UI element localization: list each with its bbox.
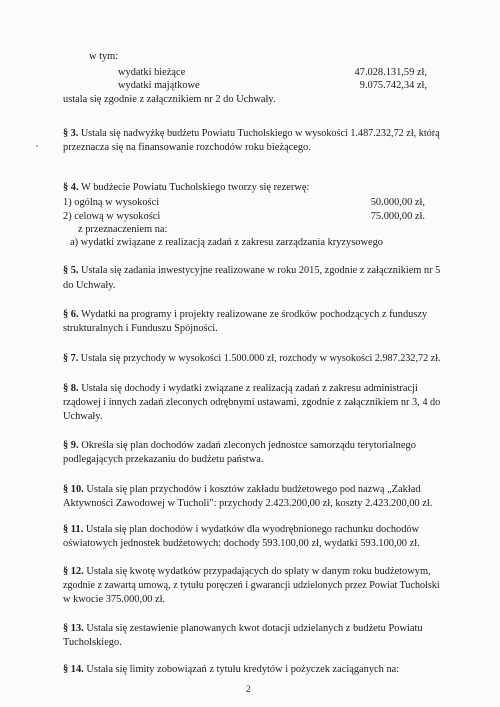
reserve-general-value: 50.000,00 zł, xyxy=(370,197,425,208)
row1-value: 47.028.131,59 zł, xyxy=(354,67,427,78)
reserve-targeted-label: 2) celową w wysokości xyxy=(63,211,161,222)
paragraph-5-number: § 5. xyxy=(63,265,79,276)
paragraph-12-line2: zgodnie z zawartą umową, z tytułu poręczeń i gwarancji udzielonych przez Powiat Tucholski xyxy=(63,580,440,591)
paragraph-3-number: § 3. xyxy=(63,128,79,139)
reserve-general-label: 1) ogólną w wysokości xyxy=(63,197,160,208)
paragraph-8-line2: rządowej i innych zadań zleconych odrębnymi ustawami, zgodnie z załącznikiem nr 3, 4 do xyxy=(63,397,441,408)
paragraph-13-number: § 13. xyxy=(63,623,84,634)
paragraph-11-number: § 11. xyxy=(63,524,84,535)
reserve-targeted-value: 75.000,00 zł. xyxy=(370,211,425,222)
paragraph-6-line2: strukturalnych i Funduszu Spójności. xyxy=(63,323,218,334)
row1-label: wydatki bieżące xyxy=(118,67,186,78)
paragraph-10-line1: § 10. Ustala się plan przychodów i kosztów zakładu budżetowego pod nazwą „Zakład xyxy=(63,484,421,495)
paragraph-4-number: § 4. xyxy=(63,182,79,193)
page-number: 2 xyxy=(246,685,251,695)
paragraph-7-line1: § 7. Ustala się przychody w wysokości 1.500.000 zł, rozchody w wysokości 2.987.232,72 zł. xyxy=(63,353,441,364)
paragraph-7-number: § 7. xyxy=(63,353,79,364)
paragraph-4-line1: § 4. W budżecie Powiatu Tucholskiego tworzy się rezerwę: xyxy=(63,182,310,193)
paragraph-10-number: § 10. xyxy=(63,484,84,495)
approval-line: ustala się zgodnie z załącznikiem nr 2 do Uchwały. xyxy=(63,94,276,105)
paragraph-9-number: § 9. xyxy=(63,440,79,451)
row2-value: 9.075.742,34 zł, xyxy=(359,80,427,91)
paragraph-6-line1: § 6. Wydatki na programy i projekty realizowane ze środków pochodzących z funduszy xyxy=(63,309,428,320)
paragraph-8-number: § 8. xyxy=(63,383,79,394)
paragraph-12-line3: w kwocie 375.000,00 zł. xyxy=(63,594,166,605)
reserve-purpose-a: a) wydatki związane z realizacją zadań z zakresu zarządzania kryzysowego xyxy=(70,237,383,248)
paragraph-5-line1: § 5. Ustala się zadania inwestycyjne realizowane w roku 2015, zgodnie z załącznikiem nr 5 xyxy=(63,265,441,276)
paragraph-12-number: § 12. xyxy=(63,566,84,577)
paragraph-12-line1: § 12. Ustala się kwotę wydatków przypadających do spłaty w danym roku budżetowym, xyxy=(63,566,431,577)
paragraph-3-line2: przeznacza się na finansowanie rozchodów roku bieżącego. xyxy=(63,142,311,153)
paragraph-5-line2: do Uchwały. xyxy=(63,280,116,291)
paragraph-14-line1: § 14. Ustala się limity zobowiązań z tytułu kredytów i pożyczek zaciąganych na: xyxy=(63,664,400,675)
paragraph-3-line1: § 3. Ustala się nadwyżkę budżetu Powiatu Tucholskiego w wysokości 1.487.232,72 zł, którą xyxy=(63,128,440,139)
paragraph-14-number: § 14. xyxy=(63,664,84,675)
paragraph-8-line1: § 8. Ustala się dochody i wydatki związane z realizacją zadań z zakresu administracji xyxy=(63,383,418,394)
row2-label: wydatki majątkowe xyxy=(118,80,200,91)
paragraph-11-line1: § 11. Ustala się plan dochodów i wydatków dla wyodrębnionego rachunku dochodów xyxy=(63,524,420,535)
paragraph-9-line2: podlegających przekazaniu do budżetu państwa. xyxy=(63,454,264,465)
paragraph-6-number: § 6. xyxy=(63,309,79,320)
scan-speck xyxy=(36,145,38,147)
paragraph-13-line1: § 13. Ustala się zestawienie planowanych kwot dotacji udzielanych z budżetu Powiatu xyxy=(63,623,423,634)
paragraph-13-line2: Tucholskiego. xyxy=(63,637,122,648)
paragraph-10-line2: Aktywności Zawodowej w Tucholi": przychody 2.423.200,00 zł, koszty 2.423.200,00 zł. xyxy=(63,498,433,509)
reserve-purpose: z przeznaczeniem na: xyxy=(78,224,168,235)
w-tym-label: w tym: xyxy=(89,51,119,62)
paragraph-9-line1: § 9. Określa się plan dochodów zadań zleconych jednostce samorządu terytorialnego xyxy=(63,440,416,451)
paragraph-11-line2: oświatowych jednostek budżetowych: dochody 593.100,00 zł, wydatki 593.100,00 zł. xyxy=(63,538,420,549)
paragraph-8-line3: Uchwały. xyxy=(63,411,103,422)
